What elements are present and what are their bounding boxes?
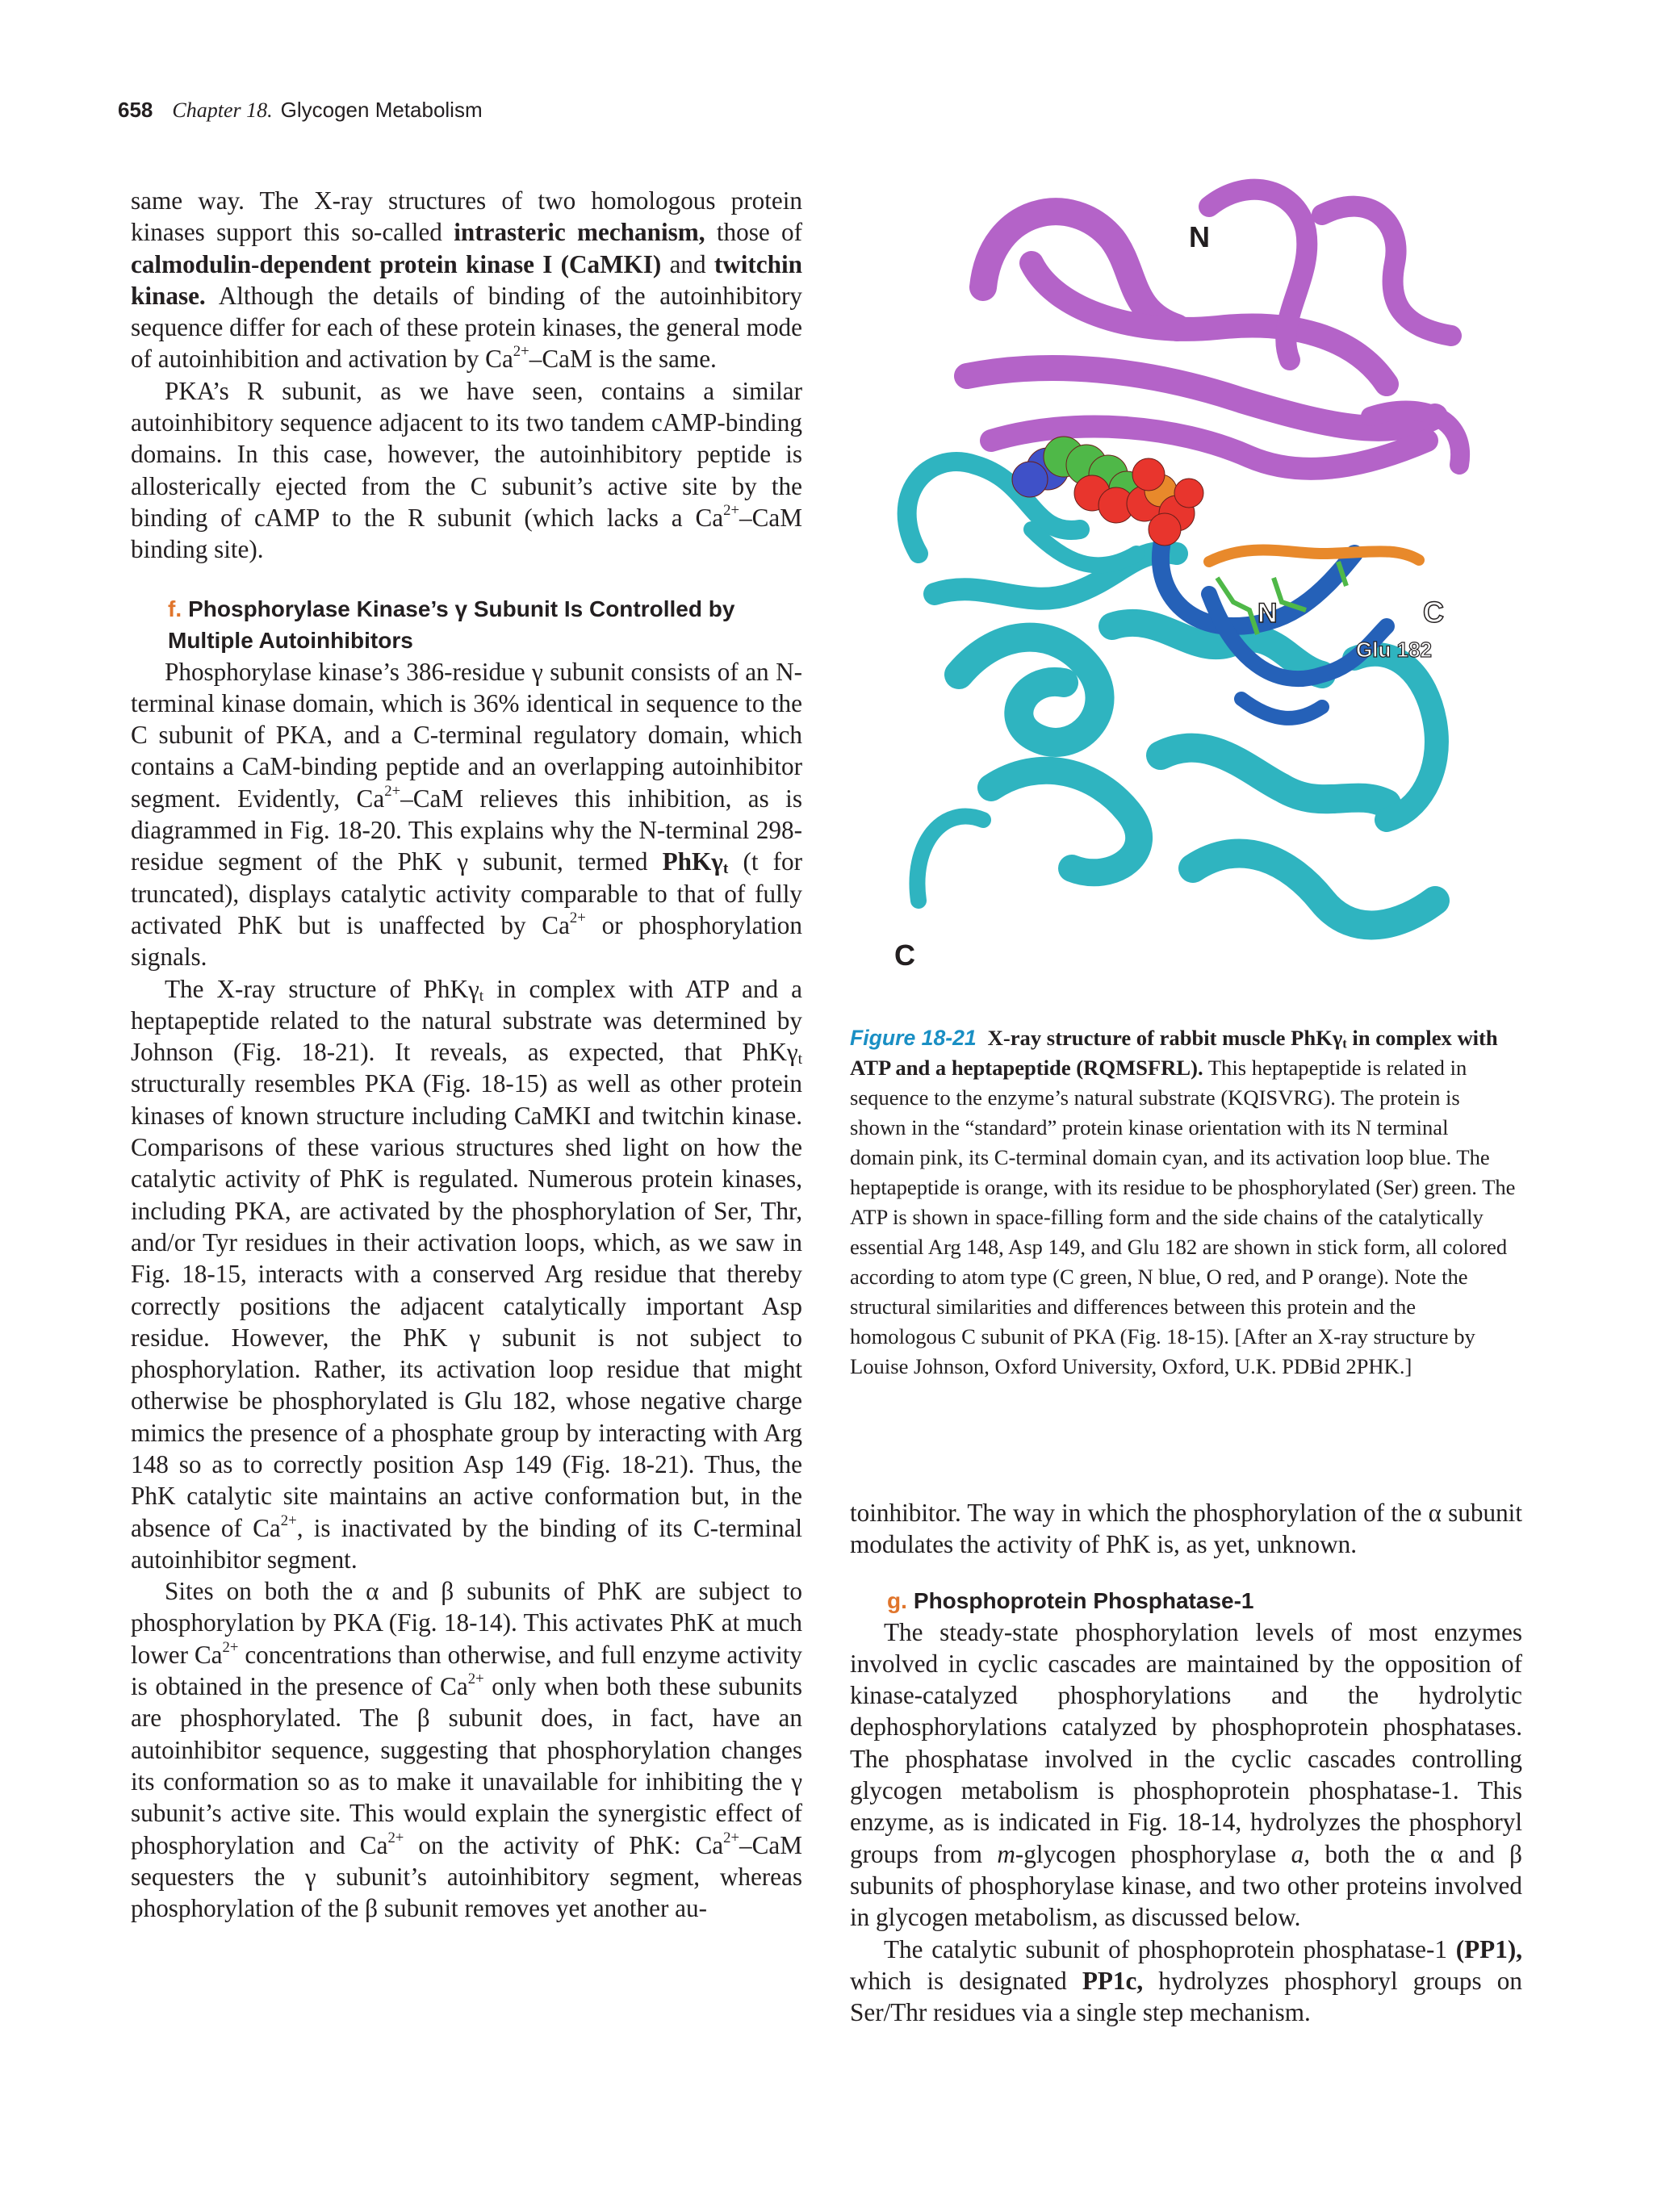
term-bold: PhKγ$_t$ — [662, 847, 729, 878]
caption-title: X-ray structure of rabbit muscle PhKγ$_t$ in complex with ATP and a heptapeptide (RQMSFRL). — [850, 1026, 1498, 1080]
label-c-terminus: C — [894, 939, 915, 972]
label-peptide-c: C — [1423, 596, 1444, 629]
term-bold: PP1c, — [1082, 1966, 1144, 1995]
paragraph: same way. The X-ray structures of two homologous protein kinases support this so-called intrasteric mechanism, those of calmodulin-dependent protein kinase I (CaMKI) and twitchin kinase. Although the details of binding of the autoinhibitory sequence differ for each of these protein kinases, the general mode of autoinhibition and activation by $Ca^{2+}$–CaM is the same. — [131, 186, 802, 374]
label-peptide-n: N — [1258, 598, 1278, 629]
paragraph: The steady-state phosphorylation levels of most enzymes involved in cyclic cascades are maintained by the opposition of kinase-catalyzed phosphorylations and the hydrolytic dephosphorylations catalyzed by phosphoprotein phosphatases. The phosphatase involved in the cyclic cascades controlling glycogen metabolism is phosphoprotein phosphatase-1. This enzyme, as is indicated in Fig. 18-14, hydrolyzes the phosphoryl groups from m-glycogen phosphorylase a, both the α and β subunits of phosphorylase kinase, and two other proteins involved in glycogen metabolism, as discussed below. — [850, 1617, 1522, 1932]
section-title: Phosphoprotein Phosphatase-1 — [913, 1587, 1254, 1613]
paragraph: Sites on both the α and β subunits of PhK are subject to phosphorylation by PKA (Fig. 18-14). This activates PhK at much lower $Ca^{2+}$ concentrations than otherwise, and full enzyme activity is obtained in the presence of $Ca^{2+}$ only when both these subunits are phosphorylated. The β subunit does, in fact, have an autoinhibitor sequence, suggesting that phosphorylation changes its conformation so as to make it unavailable for inhibiting the γ subunit’s active site. This would explain the synergistic effect of phosphorylation and $Ca^{2+}$ on the activity of PhK: $Ca^{2+}$–CaM sequesters the γ subunit’s autoinhibitory segment, whereas phosphorylation of the β subunit removes yet another au- — [131, 1577, 802, 1923]
label-glu-182: Glu 182 — [1356, 638, 1432, 662]
section-letter: f. — [168, 596, 182, 621]
running-header — [118, 98, 483, 123]
right-column — [850, 1497, 1522, 2028]
left-column — [131, 185, 802, 1924]
term-bold: calmodulin-dependent protein kinase I (CaMKI) — [131, 249, 662, 278]
paragraph: toinhibitor. The way in which the phosphorylation of the α subunit modulates the activity of PhK is, as yet, unknown. — [850, 1499, 1522, 1559]
heptapeptide — [1209, 550, 1419, 562]
term-bold: twitchin kinase. — [131, 249, 802, 310]
term-bold: intrasteric mechanism, — [454, 218, 705, 247]
caption-text: This heptapeptide is related in sequence to the enzyme’s natural substrate (KQISVRG). The protein is shown in the “standard” protein kinase orientation with its N terminal domain pink, its C-terminal domain cyan, and its activation loop blue. The heptapeptide is orange, with its residue to be phosphorylated (Ser) green. The ATP is shown in space-filling form and the side chains of the catalytically essential Arg 148, Asp 149, and Glu 182 are shown in stick form, all colored according to atom type (C green, N blue, O red, and P orange). Note the structural similarities and differences between this protein and the homologous C subunit of PKA (Fig. 18-15). [After an X-ray structure by Louise Johnson, Oxford University, Oxford, U.K. PDBid 2PHK.] — [850, 1056, 1516, 1378]
section-heading-g — [887, 1585, 1522, 1616]
figure-number: Figure 18-21 — [850, 1026, 977, 1050]
section-heading-f — [168, 593, 802, 656]
paragraph: The X-ray structure of PhKγ$_t$ in complex with ATP and a heptapeptide related to the natural substrate was determined by Johnson (Fig. 18-21). It reveals, as expected, that PhKγ$_t$ structurally resembles PKA (Fig. 18-15) as well as other protein kinases of known structure including CaMKI and twitchin kinase. Comparisons of these various structures shed light on how the catalytic activity of PhK is regulated. Numerous protein kinases, including PKA, are activated by the phosphorylation of Ser, Thr, and/or Tyr residues in their activation loops, which, as we saw in Fig. 18-15, interacts with a conserved Arg residue that thereby correctly positions the adjacent catalytically important Asp residue. However, the PhK γ subunit is not subject to phosphorylation. Rather, its activation loop residue that might otherwise be phosphorylated is Glu 182, whose negative charge mimics the presence of a phosphate group by interacting with Arg 148 so as to correctly position Asp 149 (Fig. 18-21). Thus, the PhK catalytic site maintains an active conformation but, in the absence of $Ca^{2+}$, is inactivated by the binding of its C-terminal autoinhibitor segment. — [131, 974, 802, 1574]
figure-18-21-structure — [870, 174, 1500, 981]
section-title: Phosphorylase Kinase’s γ Subunit Is Controlled by Multiple Autoinhibitors — [168, 596, 735, 653]
label-n-domain: N — [1189, 220, 1210, 253]
figure-caption — [850, 1023, 1517, 1382]
n-terminal-domain — [967, 190, 1460, 469]
protein-structure-illustration — [870, 174, 1500, 981]
paragraph: The catalytic subunit of phosphoprotein phosphatase-1 (PP1), which is designated PP1c, hydrolyzes phosphoryl groups on Ser/Thr residues via a single step mechanism. — [850, 1934, 1522, 2027]
chapter-title: Glycogen Metabolism — [280, 98, 483, 122]
term-bold: (PP1), — [1455, 1934, 1522, 1963]
paragraph: Phosphorylase kinase’s 386-residue γ subunit consists of an N-terminal kinase domain, which is 36% identical in sequence to the C subunit of PKA, and a C-terminal regulatory domain, which contains a CaM-binding peptide and an overlapping autoinhibitor segment. Evidently, $Ca^{2+}$–CaM relieves this inhibition, as is diagrammed in Fig. 18-20. This explains why the N-terminal 298-residue segment of the PhK γ subunit, termed PhKγ$_t$ (t for truncated), displays catalytic activity comparable to that of fully activated PhK but is unaffected by $Ca^{2+}$ or phosphorylation signals. — [131, 657, 802, 972]
chapter-label: Chapter 18. — [172, 98, 273, 122]
paragraph: PKA’s R subunit, as we have seen, contains a similar autoinhibitory sequence adjacent to its two tandem cAMP-binding domains. In this case, however, the autoinhibitory peptide is allosterically ejected from the C subunit’s active site by the binding of cAMP to the R subunit (which lacks a $Ca^{2+}$–CaM binding site). — [131, 376, 802, 564]
section-letter: g. — [887, 1587, 907, 1613]
page-number: 658 — [118, 98, 153, 122]
